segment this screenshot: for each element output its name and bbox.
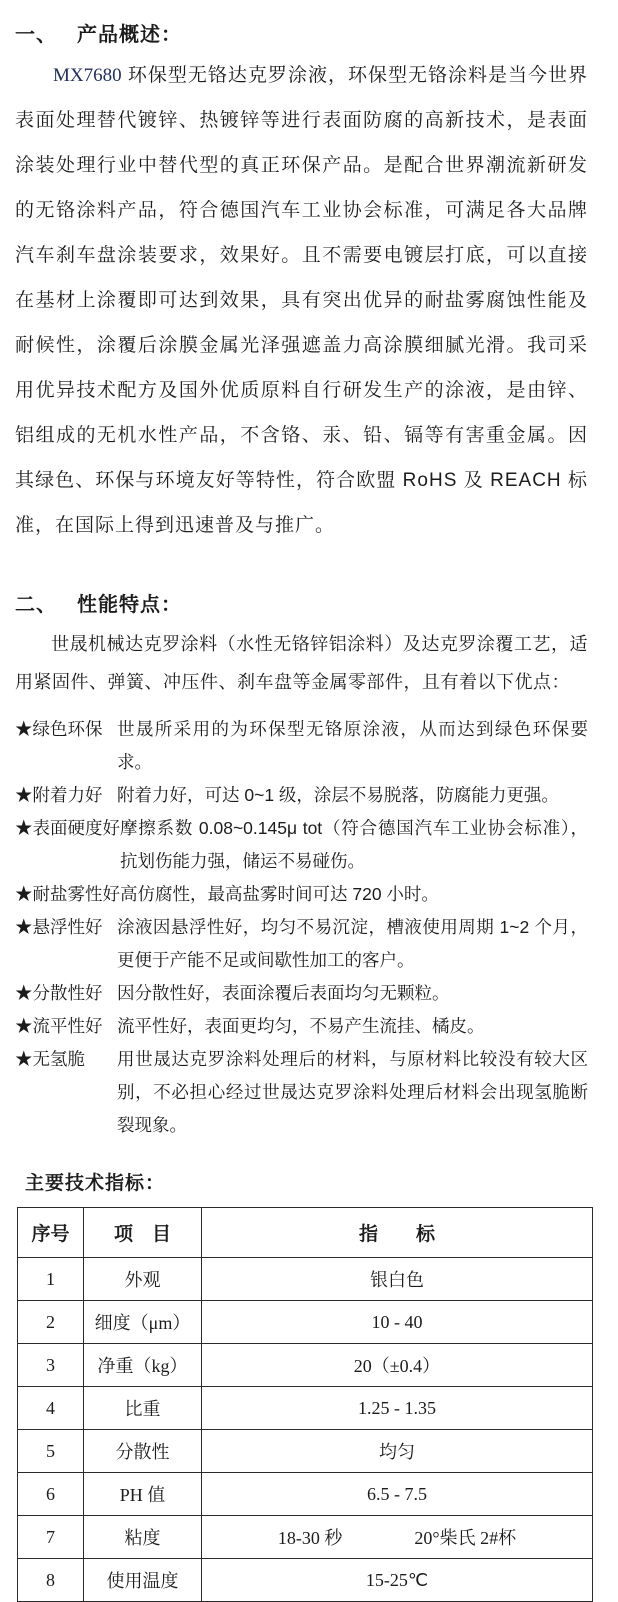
star-icon: ★ bbox=[15, 818, 33, 838]
feature-item bbox=[15, 812, 588, 878]
section2-title: 性能特点： bbox=[77, 594, 182, 616]
features-list bbox=[15, 713, 588, 1142]
cell-serial: 3 bbox=[18, 1344, 84, 1387]
product-overview-paragraph bbox=[15, 53, 588, 548]
tech-specs-table bbox=[17, 1207, 593, 1602]
feature-label: 耐盐雾性好 bbox=[32, 884, 120, 904]
section2-heading bbox=[15, 588, 588, 617]
cell-indicator: 20（±0.4） bbox=[202, 1344, 593, 1387]
section1-title: 产品概述： bbox=[77, 24, 182, 46]
table-header-row bbox=[18, 1208, 593, 1258]
section2-number: 二、 bbox=[15, 594, 57, 616]
feature-item bbox=[15, 713, 588, 779]
overview-text: 环保型无铬达克罗涂液，环保型无铬涂料是当今世界表面处理替代镀锌、热镀锌等进行表面防腐的高新技术，是表面涂装处理行业中替代型的真正环保产品。是配合世界潮流新研发的无铬涂料产品，符合德国汽车工业协会标准，可满足各大品牌汽车刹车盘涂装要求，效果好。且不需要电镀层打底，可以直接在基材上涂覆即可达到效果，具有突出优异的耐盐雾腐蚀性能及耐候性，涂覆后涂膜金属光泽强遮盖力高涂膜细腻光滑。我司采用优异技术配方及国外优质原料自行研发生产的涂液，是由锌、铝组成的无机水性产品，不含铬、汞、铅、镉等有害重金属。因其绿色、环保与环境友好等特性，符合欧盟 RoHS 及 REACH 标准，在国际上得到迅速普及与推广。 bbox=[15, 65, 588, 536]
feature-label: 流平性好 bbox=[32, 1016, 103, 1036]
cell-serial: 5 bbox=[18, 1430, 84, 1473]
product-model: MX7680 bbox=[53, 65, 122, 86]
star-icon: ★ bbox=[15, 1016, 33, 1036]
table-row bbox=[18, 1430, 593, 1473]
feature-label: 表面硬度好 bbox=[32, 818, 120, 838]
feature-desc: 世晟所采用的为环保型无铬原涂液，从而达到绿色环保要求。 bbox=[117, 719, 588, 772]
cell-serial: 7 bbox=[18, 1516, 84, 1559]
section2 bbox=[15, 588, 588, 1142]
header-indicator: 指 标 bbox=[202, 1208, 593, 1258]
star-icon: ★ bbox=[15, 917, 33, 937]
section1-number: 一、 bbox=[15, 24, 57, 46]
table-row bbox=[18, 1516, 593, 1559]
feature-item bbox=[15, 1010, 588, 1043]
cell-item: 粘度 bbox=[84, 1516, 202, 1559]
tech-specs-title: 主要技术指标： bbox=[25, 1173, 166, 1194]
cell-item: PH 值 bbox=[84, 1473, 202, 1516]
features-intro: 世晟机械达克罗涂料（水性无铬锌铝涂料）及达克罗涂覆工艺，适用紧固件、弹簧、冲压件、刹车盘等金属零部件，且有着以下优点： bbox=[15, 634, 588, 692]
feature-desc: 流平性好，表面更均匀，不易产生流挂、橘皮。 bbox=[117, 1016, 485, 1036]
cell-serial: 6 bbox=[18, 1473, 84, 1516]
cell-item: 净重（kg） bbox=[84, 1344, 202, 1387]
section1-heading bbox=[15, 18, 588, 47]
cell-item: 细度（μm） bbox=[84, 1301, 202, 1344]
star-icon: ★ bbox=[15, 884, 33, 904]
cell-serial: 8 bbox=[18, 1559, 84, 1602]
feature-desc: 附着力好，可达 0~1 级，涂层不易脱落，防腐能力更强。 bbox=[117, 785, 559, 805]
cell-item: 使用温度 bbox=[84, 1559, 202, 1602]
cell-indicator: 银白色 bbox=[202, 1258, 593, 1301]
feature-label: 悬浮性好 bbox=[32, 917, 103, 937]
header-item: 项 目 bbox=[84, 1208, 202, 1258]
feature-item bbox=[15, 1043, 588, 1142]
feature-desc: 因分散性好，表面涂覆后表面均匀无颗粒。 bbox=[117, 983, 450, 1003]
star-icon: ★ bbox=[15, 719, 33, 739]
feature-desc: 高仿腐性，最高盐雾时间可达 720 小时。 bbox=[120, 884, 439, 904]
feature-label: 附着力好 bbox=[32, 785, 103, 805]
feature-item bbox=[15, 977, 588, 1010]
cell-item: 比重 bbox=[84, 1387, 202, 1430]
star-icon: ★ bbox=[15, 785, 33, 805]
feature-desc: 用世晟达克罗涂料处理后的材料，与原材料比较没有较大区别，不必担心经过世晟达克罗涂料处理后材料会出现氢脆断裂现象。 bbox=[117, 1049, 588, 1135]
table-row bbox=[18, 1344, 593, 1387]
cell-serial: 1 bbox=[18, 1258, 84, 1301]
cell-item: 分散性 bbox=[84, 1430, 202, 1473]
star-icon: ★ bbox=[15, 983, 33, 1003]
table-row bbox=[18, 1559, 593, 1602]
cell-serial: 2 bbox=[18, 1301, 84, 1344]
feature-label: 绿色环保 bbox=[32, 719, 103, 739]
cell-indicator: 1.25 - 1.35 bbox=[202, 1387, 593, 1430]
cell-indicator: 10 - 40 bbox=[202, 1301, 593, 1344]
feature-item bbox=[15, 779, 588, 812]
cell-indicator: 均匀 bbox=[202, 1430, 593, 1473]
feature-label: 无氢脆 bbox=[32, 1049, 85, 1069]
star-icon: ★ bbox=[15, 1049, 33, 1069]
feature-item bbox=[15, 911, 588, 977]
table-row bbox=[18, 1258, 593, 1301]
header-serial: 序号 bbox=[18, 1208, 84, 1258]
feature-label: 分散性好 bbox=[32, 983, 103, 1003]
cell-indicator: 18-30 秒 20°柴氏 2#杯 bbox=[202, 1516, 593, 1559]
cell-item: 外观 bbox=[84, 1258, 202, 1301]
cell-indicator: 6.5 - 7.5 bbox=[202, 1473, 593, 1516]
table-row bbox=[18, 1301, 593, 1344]
cell-serial: 4 bbox=[18, 1387, 84, 1430]
feature-item bbox=[15, 878, 588, 911]
feature-desc: 摩擦系数 0.08~0.145μ tot（符合德国汽车工业协会标准），抗划伤能力强，储运不易碰伤。 bbox=[120, 818, 588, 871]
table-row bbox=[18, 1473, 593, 1516]
feature-desc: 涂液因悬浮性好，均匀不易沉淀，槽液使用周期 1~2 个月，更便于产能不足或间歇性加工的客户。 bbox=[117, 917, 588, 970]
table-row bbox=[18, 1387, 593, 1430]
cell-indicator: 15-25℃ bbox=[202, 1559, 593, 1602]
